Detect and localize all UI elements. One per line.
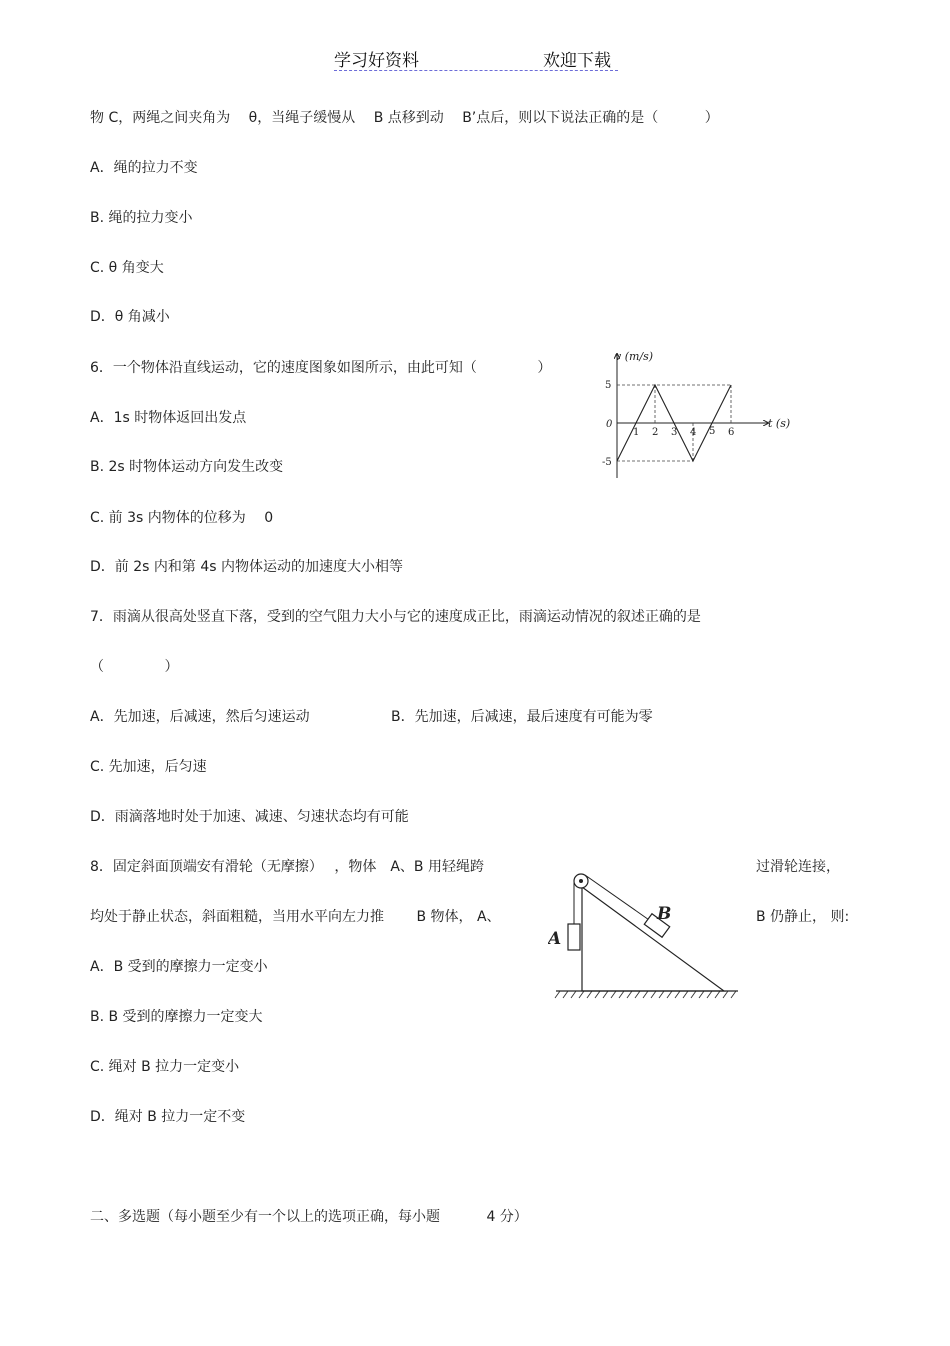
label-a: A — [548, 929, 562, 949]
q8-option-c: C. 绳对 B 拉力一定变小 — [90, 1059, 240, 1075]
q7-option-c: C. 先加速，后匀速 — [90, 759, 207, 775]
q7-stem: 7．雨滴从很高处竖直下落，受到的空气阻力大小与它的速度成正比，雨滴运动情况的叙述正确的是 — [90, 609, 701, 625]
t-axis-label: t (s) — [768, 417, 791, 430]
y-tick-5: 5 — [605, 380, 612, 391]
q8-option-d: D．绳对 B 拉力一定不变 — [90, 1109, 246, 1125]
velocity-time-graph — [598, 346, 798, 481]
q6-option-a: A．1s 时物体返回出发点 — [90, 410, 247, 426]
q8-stem-part4: B 仍静止， 则: — [756, 909, 850, 925]
incline-pulley-figure — [548, 862, 744, 1002]
q6-option-b: B. 2s 时物体运动方向发生改变 — [90, 459, 284, 475]
q5-stem-end: 物 C，两绳之间夹角为 θ，当绳子缓慢从 B 点移到动 B’点后，则以下说法正确的是（ ） — [90, 110, 719, 126]
header-right: 欢迎下载 — [543, 51, 611, 71]
q6-stem: 6．一个物体沿直线运动，它的速度图象如图所示，由此可知（ ） — [90, 360, 552, 376]
q5-option-c: C. θ 角变大 — [90, 260, 164, 276]
incline-triangle — [582, 887, 724, 991]
header-left: 学习好资料 — [334, 51, 419, 71]
x-tick-1: 1 — [633, 427, 640, 438]
x-tick-6: 6 — [728, 427, 735, 438]
pulley-axle — [579, 879, 583, 883]
y-tick-neg5: -5 — [602, 457, 612, 468]
rope-to-b — [585, 875, 652, 922]
origin-label: 0 — [606, 419, 613, 430]
q7-option-a: A．先加速，后减速，然后匀速运动 — [90, 709, 310, 725]
q7-option-b: B．先加速，后减速，最后速度有可能为零 — [391, 709, 653, 725]
q8-stem-part1: 8．固定斜面顶端安有滑轮（无摩擦） ，物体 A、B 用轻绳跨 — [90, 859, 484, 875]
section-multiple-choice-heading: 二、多选题（每小题至少有一个以上的选项正确，每小题 4 分） — [90, 1209, 528, 1225]
x-tick-2: 2 — [652, 427, 659, 438]
q8-stem-part2: 过滑轮连接， — [756, 859, 840, 875]
x-tick-4: 4 — [690, 427, 697, 438]
q7-paren: （ ） — [90, 659, 179, 675]
x-tick-5: 5 — [709, 426, 716, 437]
x-tick-3: 3 — [671, 427, 678, 438]
q5-option-b: B. 绳的拉力变小 — [90, 210, 193, 226]
q8-option-b: B. B 受到的摩擦力一定变大 — [90, 1009, 263, 1025]
block-a — [568, 924, 580, 950]
q5-option-a: A．绳的拉力不变 — [90, 160, 198, 176]
ground-hatch — [555, 991, 736, 998]
q8-option-a: A．B 受到的摩擦力一定变小 — [90, 959, 268, 975]
q6-option-d: D．前 2s 内和第 4s 内物体运动的加速度大小相等 — [90, 559, 403, 575]
header-underline — [334, 70, 618, 71]
q5-option-d: D．θ 角减小 — [90, 309, 170, 325]
q6-option-c: C. 前 3s 内物体的位移为 0 — [90, 510, 274, 526]
v-axis-label: v (m/s) — [615, 350, 654, 363]
q7-option-d: D．雨滴落地时处于加速、减速、匀速状态均有可能 — [90, 809, 409, 825]
q8-stem-part3: 均处于静止状态，斜面粗糙，当用水平向左力推 B 物体， A、 — [90, 909, 501, 925]
label-b: B — [657, 904, 672, 924]
